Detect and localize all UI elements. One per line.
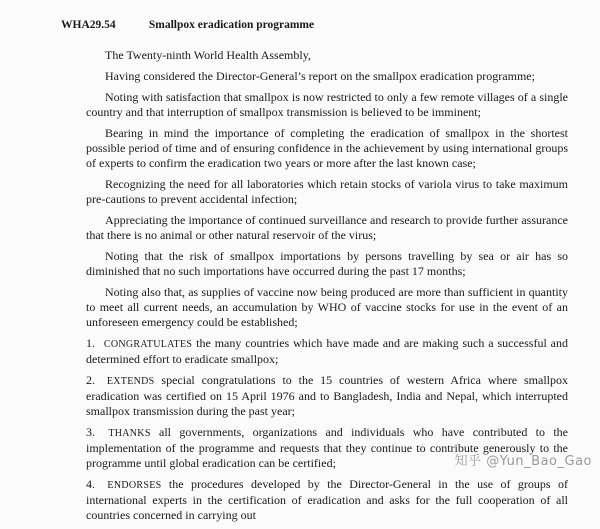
paragraph-number: 4.: [86, 477, 95, 491]
resolution-code: WHA29.54: [61, 19, 116, 31]
operative-verb: THANKS: [108, 428, 151, 439]
operative-verb: ENDORSES: [107, 480, 162, 491]
operative-text: all governments, organizations and individuals who have contributed to the implementation of the programme and requests that they continue to contribute generously to the programme until global eradication can be certified;: [86, 425, 568, 470]
operative-text: the procedures developed by the Director-General in the use of groups of international experts in the certification of eradication and asks for the full cooperation of all countries concerned in carrying out: [86, 477, 568, 522]
paragraph-number: 3.: [86, 425, 95, 439]
paragraph-number: 1.: [86, 336, 95, 350]
operative-paragraph: [86, 477, 568, 523]
operative-paragraph: [86, 336, 568, 367]
operative-verb: CONGRATULATES: [103, 339, 193, 350]
preamble-paragraph: The Twenty-ninth World Health Assembly,: [105, 48, 311, 62]
preamble-paragraph: Noting that the risk of smallpox importations by persons travelling by sea or air has so diminished that no such importations have occurred during the past 17 months;: [86, 249, 568, 278]
paragraph-number: 2.: [86, 373, 95, 387]
preamble-paragraph: Bearing in mind the importance of completing the eradication of smallpox in the shortest possible period of time and of ensuring confidence in the achievement by using international groups of experts to confirm the eradication two years or more after the last known case;: [86, 126, 568, 170]
operative-verb: EXTENDS: [106, 376, 155, 387]
preamble-paragraph: Recognizing the need for all laboratories which retain stocks of variola virus to take maximum pre-cautions to prevent accidental infection;: [86, 177, 568, 206]
resolution-title: Smallpox eradication programme: [148, 19, 315, 31]
preamble-paragraph: Appreciating the importance of continued surveillance and research to provide further assurance that there is no animal or other natural reservoir of the virus;: [86, 213, 568, 242]
preamble-paragraph: Having considered the Director-General’s report on the smallpox eradication programme;: [105, 69, 535, 83]
operative-text: special congratulations to the 15 countries of western Africa where smallpox eradication was certified on 15 April 1976 and to Bangladesh, India and Nepal, which interrupted smallpox transmission during the past year;: [86, 373, 569, 418]
preamble-paragraph: Noting with satisfaction that smallpox is now restricted to only a few remote villages of a single country and that interruption of smallpox transmission is believed to be imminent;: [86, 90, 568, 119]
operative-text: the many countries which have made and are making such a successful and determined effort to eradicate smallpox;: [86, 336, 568, 366]
preamble-paragraph: Noting also that, as supplies of vaccine now being produced are more than sufficient in quantity to meet all current needs, an accumulation by WHO of vaccine stocks for use in the event of an unforeseen emergency could be established;: [86, 285, 568, 329]
watermark: 知乎 @Yun_Bao_Gao: [454, 454, 592, 469]
operative-paragraph: [86, 373, 568, 419]
resolution-header: [61, 19, 315, 31]
